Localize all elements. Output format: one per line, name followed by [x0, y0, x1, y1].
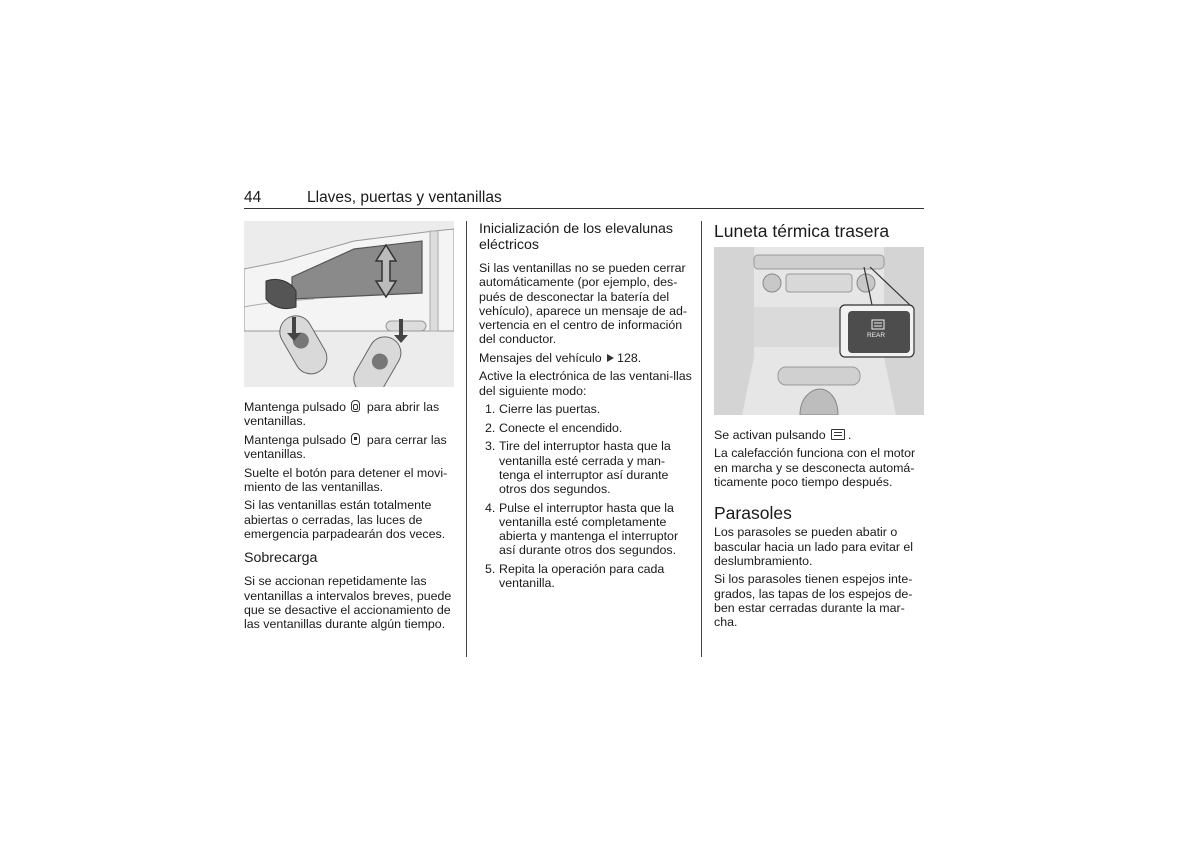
- column-divider-1: [466, 221, 467, 657]
- step-text: Conecte el encendido.: [499, 420, 623, 435]
- window-init-paragraph: Si las ventanillas no se pueden cerrar automáticamente (por ejemplo, des-pués de desconectar la batería del vehículo), aparece un mensaje de ad-vertencia en el centro de información del conductor.: [479, 261, 688, 347]
- step-number: 1.: [485, 402, 496, 417]
- page-number: 44: [244, 189, 262, 206]
- chapter-title: Llaves, puertas y ventanillas: [307, 189, 502, 206]
- overload-heading: Sobrecarga: [244, 550, 318, 567]
- list-item: [479, 501, 693, 558]
- release-button-paragraph: Suelte el botón para detener el movi-miento de las ventanillas.: [244, 465, 448, 494]
- column-3: [714, 221, 926, 247]
- steps-list: [479, 402, 693, 590]
- step-number: 2.: [485, 420, 496, 435]
- window-open-icon: [351, 400, 360, 412]
- reference-arrow-icon: [607, 354, 614, 362]
- column-3-text: [714, 428, 926, 634]
- heating-paragraph: La calefacción funciona con el motor en marcha y se desconecta automá-ticamente poco tiempo después.: [714, 446, 916, 490]
- sun-visors-heading: Parasoles: [714, 503, 792, 524]
- step-text: Pulse el interruptor hasta que la ventanilla esté completamente abierta y mantenga el interruptor así durante otros dos segundos.: [499, 500, 679, 558]
- list-item: [479, 421, 693, 435]
- close-windows-paragraph: [244, 433, 458, 462]
- page-reference: 128.: [617, 350, 642, 365]
- step-text: Repita la operación para cada ventanilla.: [499, 561, 665, 591]
- text-segment: .: [848, 428, 852, 442]
- column-1: [244, 400, 458, 636]
- step-number: 4.: [485, 500, 496, 515]
- car-window-illustration: [244, 221, 454, 387]
- open-windows-paragraph: [244, 400, 458, 429]
- overload-paragraph: Si se accionan repetidamente las ventanillas a intervalos breves, puede que se desactive el accionamiento de las ventanillas durante algún tiempo.: [244, 574, 452, 632]
- vanity-mirrors-paragraph: Si los parasoles tienen espejos inte-grados, las tapas de los espejos de-ben estar cerradas durante la mar-cha.: [714, 572, 913, 630]
- step-number: 5.: [485, 561, 496, 576]
- list-item: [479, 402, 693, 416]
- hazard-flash-paragraph: Si las ventanillas están totalmente abiertas o cerradas, las luces de emergencia parpadearán dos veces.: [244, 498, 446, 541]
- text-segment: para cerrar las ventanillas.: [244, 432, 447, 462]
- activate-electronics-paragraph: Active la electrónica de las ventani-llas del siguiente modo:: [479, 369, 692, 398]
- text-segment: Se activan pulsando: [714, 428, 830, 442]
- activate-rear-defrost-paragraph: [714, 428, 926, 442]
- rear-defrost-heading: Luneta térmica trasera: [714, 221, 890, 241]
- window-close-icon: [351, 433, 360, 445]
- sun-visors-paragraph: Los parasoles se pueden abatir o bascular hacia un lado para evitar el deslumbramiento.: [714, 525, 914, 568]
- vehicle-messages-paragraph: [479, 351, 693, 365]
- step-text: Tire del interruptor hasta que la ventanilla esté cerrada y man-tenga el interruptor así durante otros dos segundos.: [499, 439, 671, 497]
- step-number: 3.: [485, 439, 496, 454]
- window-init-heading: Inicialización de los elevalunas eléctricos: [479, 221, 674, 253]
- text-segment: Mantenga pulsado: [244, 400, 350, 414]
- car-window-drawing: [244, 221, 454, 387]
- rear-defrost-icon: [831, 429, 845, 440]
- text-segment: Mantenga pulsado: [244, 432, 350, 447]
- text-segment: Mensajes del vehículo: [479, 350, 606, 365]
- dashboard-illustration: [714, 247, 924, 415]
- header-rule: [244, 208, 924, 209]
- step-text: Cierre las puertas.: [499, 402, 601, 417]
- column-2: [479, 221, 693, 595]
- list-item: [479, 439, 693, 496]
- dashboard-drawing: [714, 247, 924, 415]
- list-item: [479, 562, 693, 591]
- column-divider-2: [701, 221, 702, 657]
- rear-button-label: REAR: [867, 332, 886, 339]
- text-segment: para abrir las ventanillas.: [244, 400, 440, 429]
